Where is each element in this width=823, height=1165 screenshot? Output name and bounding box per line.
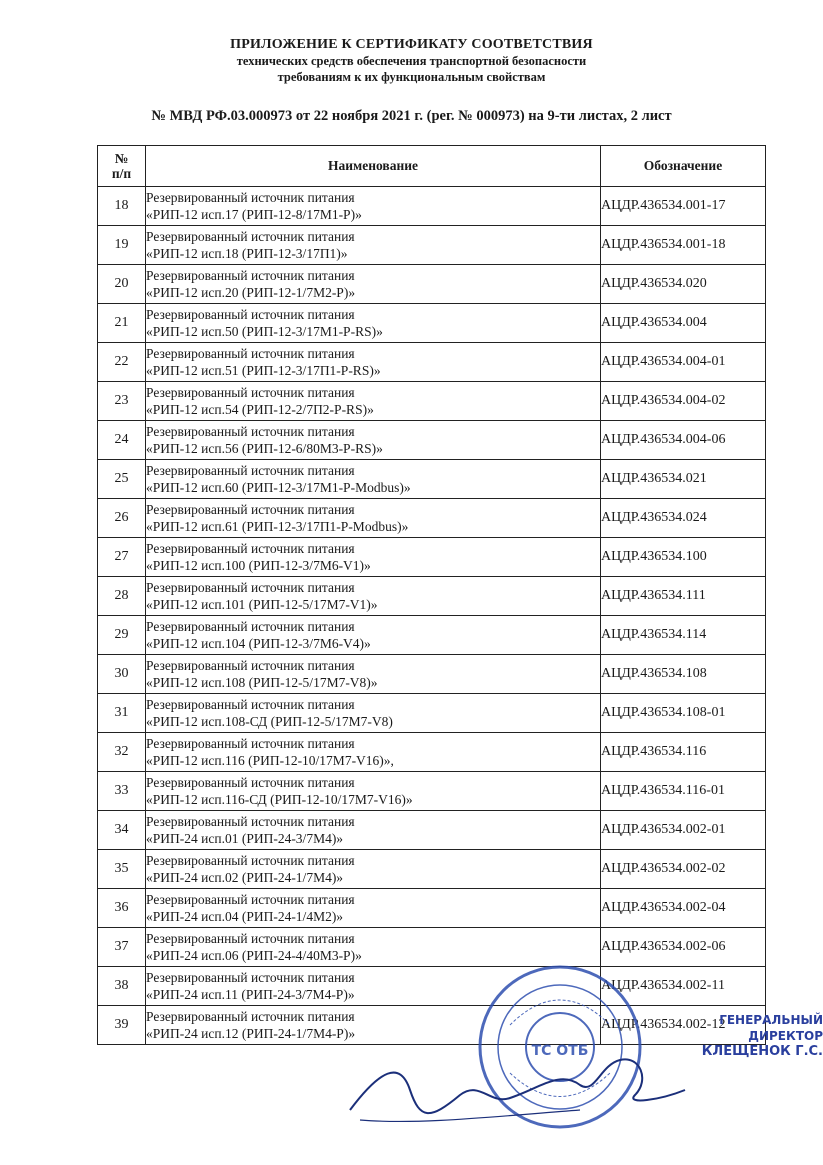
- row-name-line-1: Резервированный источник питания: [146, 853, 355, 868]
- row-name-line-1: Резервированный источник питания: [146, 736, 355, 751]
- row-name-line-2: «РИП-12 исп.60 (РИП-12-3/17М1-Р-Modbus)»: [146, 480, 411, 495]
- row-code: АЦДР.436534.002-04: [601, 889, 766, 928]
- row-code: АЦДР.436534.001-17: [601, 187, 766, 226]
- row-name-line-2: «РИП-12 исп.17 (РИП-12-8/17М1-Р)»: [146, 207, 362, 222]
- row-code: АЦДР.436534.001-18: [601, 226, 766, 265]
- row-code: АЦДР.436534.004-01: [601, 343, 766, 382]
- director-block: [690, 1012, 823, 1060]
- row-name-line-1: Резервированный источник питания: [146, 931, 355, 946]
- row-number: 22: [98, 343, 146, 382]
- row-name: [146, 811, 601, 850]
- row-number: 36: [98, 889, 146, 928]
- row-name-line-2: «РИП-24 исп.04 (РИП-24-1/4М2)»: [146, 909, 344, 924]
- row-number: 38: [98, 967, 146, 1006]
- table-row: [98, 499, 766, 538]
- table-row: [98, 889, 766, 928]
- row-name: [146, 538, 601, 577]
- row-number: 20: [98, 265, 146, 304]
- director-title: ГЕНЕРАЛЬНЫЙ ДИРЕКТОР: [719, 1013, 823, 1043]
- document-subtitle-2: требованиям к их функциональным свойствам: [277, 70, 546, 84]
- row-name: [146, 655, 601, 694]
- row-code: АЦДР.436534.021: [601, 460, 766, 499]
- row-name-line-2: «РИП-24 исп.06 (РИП-24-4/40М3-Р)»: [146, 948, 362, 963]
- row-number: 24: [98, 421, 146, 460]
- row-name: [146, 694, 601, 733]
- row-name-line-1: Резервированный источник питания: [146, 658, 355, 673]
- row-code: АЦДР.436534.114: [601, 616, 766, 655]
- row-name-line-2: «РИП-12 исп.101 (РИП-12-5/17М7-V1)»: [146, 597, 378, 612]
- products-table: [97, 145, 766, 1045]
- row-name-line-2: «РИП-24 исп.12 (РИП-24-1/7М4-Р)»: [146, 1026, 356, 1041]
- row-name-line-2: «РИП-12 исп.116 (РИП-12-10/17М7-V16)»,: [146, 753, 394, 768]
- row-name-line-1: Резервированный источник питания: [146, 424, 355, 439]
- column-header-name: Наименование: [146, 146, 601, 187]
- row-name: [146, 343, 601, 382]
- row-number: 21: [98, 304, 146, 343]
- table-row: [98, 967, 766, 1006]
- row-number: 26: [98, 499, 146, 538]
- row-number: 27: [98, 538, 146, 577]
- row-name-line-1: Резервированный источник питания: [146, 970, 355, 985]
- director-name: КЛЕЩЕНОК Г.С.: [701, 1044, 823, 1059]
- table-row: [98, 850, 766, 889]
- row-number: 18: [98, 187, 146, 226]
- row-code: АЦДР.436534.108-01: [601, 694, 766, 733]
- table-row: [98, 616, 766, 655]
- table-row: [98, 382, 766, 421]
- row-name-line-1: Резервированный источник питания: [146, 229, 355, 244]
- row-name-line-2: «РИП-12 исп.100 (РИП-12-3/7М6-V1)»: [146, 558, 371, 573]
- row-number: 23: [98, 382, 146, 421]
- row-code: АЦДР.436534.100: [601, 538, 766, 577]
- row-name: [146, 460, 601, 499]
- row-number: 31: [98, 694, 146, 733]
- table-row: [98, 187, 766, 226]
- table-row: [98, 421, 766, 460]
- row-number: 39: [98, 1006, 146, 1045]
- table-body: [98, 187, 766, 1045]
- row-name-line-2: «РИП-12 исп.51 (РИП-12-3/17П1-Р-RS)»: [146, 363, 381, 378]
- row-number: 25: [98, 460, 146, 499]
- row-name-line-2: «РИП-12 исп.20 (РИП-12-1/7М2-Р)»: [146, 285, 356, 300]
- row-name: [146, 187, 601, 226]
- row-name-line-1: Резервированный источник питания: [146, 892, 355, 907]
- table-row: [98, 343, 766, 382]
- row-name-line-1: Резервированный источник питания: [146, 1009, 355, 1024]
- row-name-line-1: Резервированный источник питания: [146, 385, 355, 400]
- document-header: [0, 36, 823, 85]
- row-number: 37: [98, 928, 146, 967]
- row-name-line-2: «РИП-12 исп.116-СД (РИП-12-10/17М7-V16)»: [146, 792, 413, 807]
- table-row: [98, 226, 766, 265]
- column-header-number-sub: п/п: [111, 166, 132, 181]
- row-code: АЦДР.436534.004-06: [601, 421, 766, 460]
- row-code: АЦДР.436534.004: [601, 304, 766, 343]
- row-name-line-2: «РИП-12 исп.50 (РИП-12-3/17М1-Р-RS)»: [146, 324, 383, 339]
- row-name-line-1: Резервированный источник питания: [146, 463, 355, 478]
- row-number: 19: [98, 226, 146, 265]
- table-row: [98, 928, 766, 967]
- row-name: [146, 265, 601, 304]
- table-row: [98, 538, 766, 577]
- document-subtitle-1: технических средств обеспечения транспортной безопасности: [236, 54, 587, 68]
- column-header-number: [98, 146, 146, 187]
- row-name: [146, 772, 601, 811]
- table-row: [98, 304, 766, 343]
- row-name: [146, 499, 601, 538]
- row-code: АЦДР.436534.024: [601, 499, 766, 538]
- row-number: 35: [98, 850, 146, 889]
- row-name-line-2: «РИП-12 исп.61 (РИП-12-3/17П1-Р-Modbus)»: [146, 519, 409, 534]
- row-name: [146, 850, 601, 889]
- row-name-line-1: Резервированный источник питания: [146, 190, 355, 205]
- row-name-line-1: Резервированный источник питания: [146, 775, 355, 790]
- row-name: [146, 733, 601, 772]
- row-code: АЦДР.436534.020: [601, 265, 766, 304]
- row-name-line-1: Резервированный источник питания: [146, 307, 355, 322]
- row-name-line-2: «РИП-24 исп.01 (РИП-24-3/7М4)»: [146, 831, 344, 846]
- row-code: АЦДР.436534.111: [601, 577, 766, 616]
- row-name-line-2: «РИП-24 исп.02 (РИП-24-1/7М4)»: [146, 870, 344, 885]
- row-name-line-2: «РИП-24 исп.11 (РИП-24-3/7М4-Р)»: [146, 987, 355, 1002]
- row-name-line-1: Резервированный источник питания: [146, 346, 355, 361]
- row-number: 32: [98, 733, 146, 772]
- column-header-number-label: №: [114, 151, 129, 166]
- row-name-line-1: Резервированный источник питания: [146, 580, 355, 595]
- row-name-line-2: «РИП-12 исп.56 (РИП-12-6/80М3-Р-RS)»: [146, 441, 383, 456]
- row-number: 34: [98, 811, 146, 850]
- row-number: 33: [98, 772, 146, 811]
- row-code: АЦДР.436534.002-06: [601, 928, 766, 967]
- table-row: [98, 811, 766, 850]
- certificate-number-line: № МВД РФ.03.000973 от 22 ноября 2021 г. (рег. № 000973) на 9-ти листах, 2 лист: [151, 108, 672, 124]
- row-code: АЦДР.436534.108: [601, 655, 766, 694]
- table-row: [98, 733, 766, 772]
- row-name-line-2: «РИП-12 исп.108-СД (РИП-12-5/17М7-V8): [146, 714, 393, 729]
- row-number: 30: [98, 655, 146, 694]
- table-row: [98, 460, 766, 499]
- row-code: АЦДР.436534.116-01: [601, 772, 766, 811]
- handwritten-signature: [340, 1050, 690, 1130]
- row-number: 28: [98, 577, 146, 616]
- row-code: АЦДР.436534.004-02: [601, 382, 766, 421]
- row-code: АЦДР.436534.002-11: [601, 967, 766, 1006]
- table-row: [98, 655, 766, 694]
- row-name-line-1: Резервированный источник питания: [146, 697, 355, 712]
- table-row: [98, 772, 766, 811]
- stamp-text: ТС ОТБ: [531, 1043, 589, 1059]
- row-name: [146, 304, 601, 343]
- row-name: [146, 421, 601, 460]
- row-name: [146, 616, 601, 655]
- row-code: АЦДР.436534.002-01: [601, 811, 766, 850]
- row-name-line-2: «РИП-12 исп.104 (РИП-12-3/7М6-V4)»: [146, 636, 371, 651]
- table-header-row: [98, 146, 766, 187]
- row-code: АЦДР.436534.116: [601, 733, 766, 772]
- row-name-line-1: Резервированный источник питания: [146, 502, 355, 517]
- row-name: [146, 226, 601, 265]
- row-name-line-1: Резервированный источник питания: [146, 619, 355, 634]
- table-row: [98, 1006, 766, 1045]
- row-name-line-1: Резервированный источник питания: [146, 814, 355, 829]
- row-name-line-1: Резервированный источник питания: [146, 541, 355, 556]
- table-row: [98, 694, 766, 733]
- row-name-line-2: «РИП-12 исп.108 (РИП-12-5/17М7-V8)»: [146, 675, 378, 690]
- row-number: 29: [98, 616, 146, 655]
- table-row: [98, 577, 766, 616]
- row-name-line-2: «РИП-12 исп.54 (РИП-12-2/7П2-Р-RS)»: [146, 402, 374, 417]
- row-name: [146, 889, 601, 928]
- row-code: АЦДР.436534.002-02: [601, 850, 766, 889]
- row-name-line-2: «РИП-12 исп.18 (РИП-12-3/17П1)»: [146, 246, 348, 261]
- document-title: ПРИЛОЖЕНИЕ К СЕРТИФИКАТУ СООТВЕТСТВИЯ: [230, 37, 593, 52]
- row-name: [146, 382, 601, 421]
- table-row: [98, 265, 766, 304]
- row-name: [146, 577, 601, 616]
- row-name-line-1: Резервированный источник питания: [146, 268, 355, 283]
- row-code: АЦДР.436534.002-12: [601, 1006, 766, 1045]
- column-header-code: Обозначение: [601, 146, 766, 187]
